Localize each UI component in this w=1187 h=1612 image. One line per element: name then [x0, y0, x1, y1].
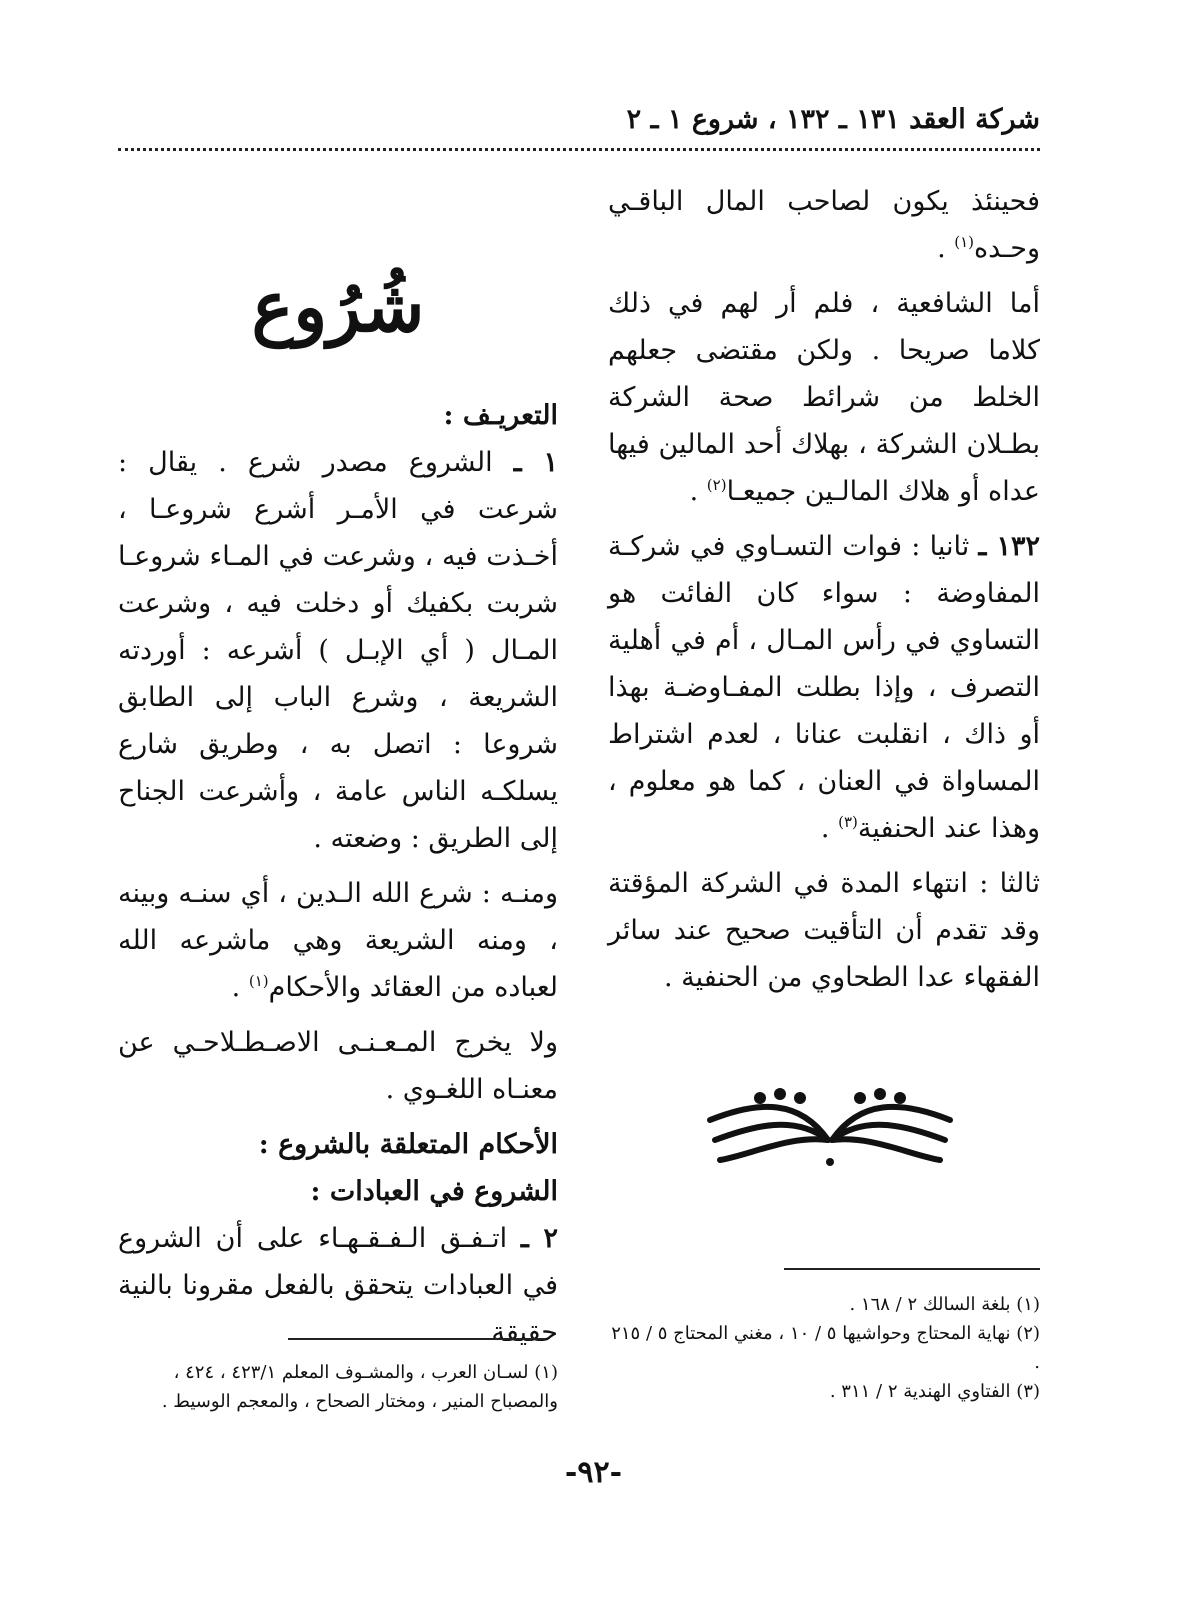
- footnote-ref: (١): [248, 972, 269, 990]
- paragraph-2: [118, 870, 558, 1011]
- paragraph-2-text: ومنـه : شرع الله الـدين ، أي سنـه وبينه ، ومنه الشريعة وهي ماشرعه الله لعباده من العقائد والأحكام: [118, 878, 558, 1003]
- footnote: (٣) الفتاوي الهندية ٢ / ٣١١ .: [829, 1381, 1040, 1402]
- section-number: ٢ ـ: [520, 1223, 558, 1254]
- decorative-ornament-icon: [700, 1080, 960, 1170]
- paragraph-4: ثالثا : انتهاء المدة في الشركة المؤقتة وقد تقدم أن التأقيت صحيح عند سائر الفقهاء عدا الطحاوي من الحنفية .: [608, 868, 1040, 993]
- section-number: ١٣٢ ـ: [978, 531, 1040, 562]
- paragraph-3: ولا يخرج المـعـنـى الاصـطـلاحـي عن معنـاه اللغـوي .: [118, 1027, 558, 1105]
- header-dotted-rule: [118, 148, 1040, 151]
- rulings-heading: الأحكام المتعلقة بالشروع :: [258, 1129, 558, 1160]
- definition-heading: التعريـف :: [443, 400, 558, 431]
- page-number: -٩٢-: [564, 1455, 623, 1490]
- paragraph-end: .: [689, 476, 707, 507]
- footnote-rule: [784, 1268, 1040, 1270]
- running-header: شركة العقد ١٣١ ـ ١٣٢ ، شروع ١ ـ ٢: [626, 104, 1040, 135]
- footnote: (١) بلغة السالك ٢ / ١٦٨ .: [849, 1294, 1040, 1315]
- footnote-rule: [288, 1338, 546, 1340]
- paragraph-2: [608, 280, 1040, 515]
- paragraph-2-text: أما الشافعية ، فلم أر لهم في ذلك كلاما صريحا . ولكن مقتضى جعلهم الخلط من شرائط صحة الشركة بطـلان الشركة ، بهلاك أحد المالين فيها عداه أو هلاك المالـين جميعـا: [608, 288, 1040, 507]
- footnote: (١) لسـان العرب ، والمشـوف المعلم ٤٢٣/١ ، ٤٢٤ ، والمصباح المنير ، ومختار الصحاح ، والمعجم الوسيط .: [161, 1362, 558, 1412]
- paragraph-3: [608, 523, 1040, 852]
- paragraph-4: [118, 1215, 558, 1356]
- paragraph-1: [608, 178, 1040, 272]
- footnote-ref: (١): [954, 233, 975, 251]
- paragraph-end: .: [231, 972, 249, 1003]
- entry-title: شُرُوع: [251, 265, 425, 348]
- paragraph-4-text: اتـفـق الـفـقـهـاء على أن الشروع في العبادات يتحقق بالفعل مقرونا بالنية حقيقة: [118, 1223, 558, 1348]
- footnote: (٢) نهاية المحتاج وحواشيها ٥ / ١٠ ، مغني المحتاج ٥ / ٢١٥ .: [611, 1323, 1040, 1373]
- footnote-ref: (٢): [706, 476, 727, 494]
- right-column: [608, 178, 1040, 1009]
- paragraph-end: .: [820, 813, 839, 844]
- paragraph-end: .: [937, 233, 955, 264]
- section-number: ١ ـ: [513, 447, 558, 478]
- paragraph-3-text: ثانيا : فوات التسـاوي في شركـة المفاوضة : سواء كان الفائت هو التساوي في رأس المـال ، أم في أهلية التصرف ، وإذا بطلت المفـاوضـة بهذا أو ذاك ، انقلبت عنانا ، لعدم اشتراط المساواة في العنان ، كما هو معلوم ، وهذا عند الحنفية: [608, 531, 1040, 844]
- paragraph-1-text: فحينئذ يكون لصاحب المال الباقـي وحـده: [608, 186, 1040, 264]
- worship-heading: الشروع في العبادات :: [310, 1176, 558, 1207]
- paragraph-1: [118, 439, 558, 862]
- footnotes-right: [600, 1290, 1040, 1406]
- left-column: [118, 262, 558, 1364]
- footnote-ref: (٣): [838, 813, 858, 831]
- paragraph-1-text: الشروع مصدر شرع . يقال : شرعت في الأمـر أشرع شروعـا ، أخـذت فيه ، وشرعت في المـاء شروعـا شربت بكفيك أو دخلت فيه ، وشرعت المـال ( أي الإبـل ) أشرعه : أوردته الشريعة ، وشرع الباب إلى الطابق شروعا : اتصل به ، وطريق شارع يسلكـه الناس عامة ، وأشرعت الجناح إلى الطريق : وضعته .: [118, 447, 558, 854]
- footnotes-left: [118, 1358, 558, 1416]
